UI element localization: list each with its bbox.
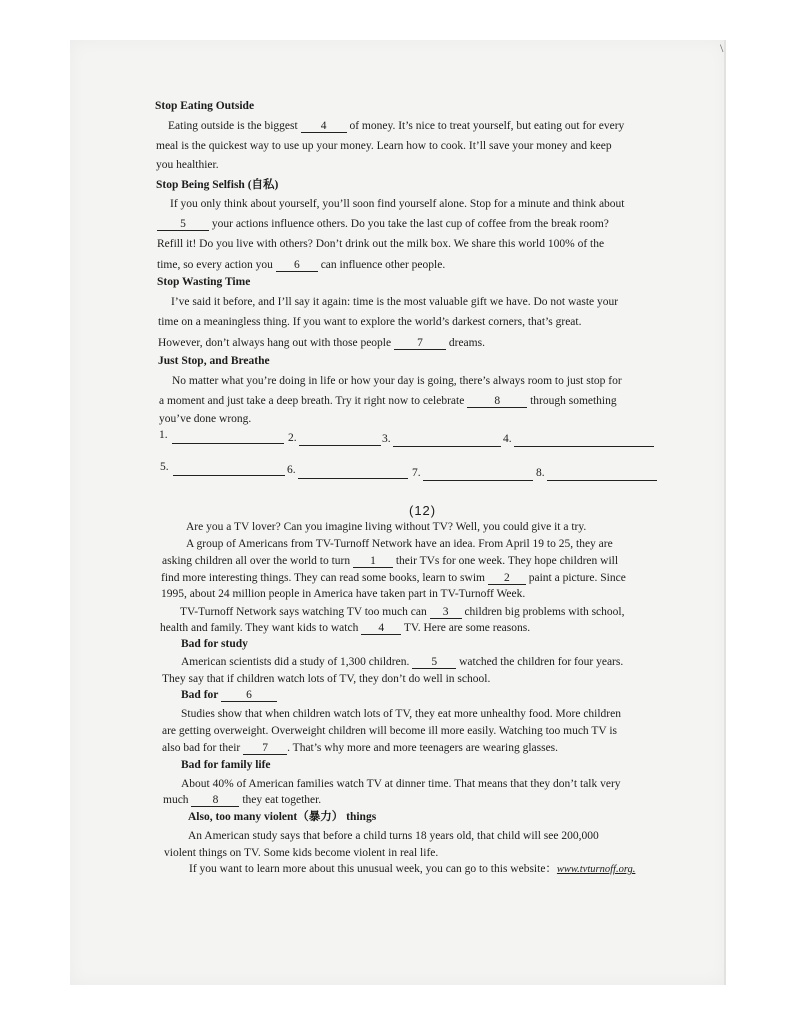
text-line: An American study says that before a child turns 18 years old, that child will see 200,000 — [188, 830, 599, 842]
text-line: A group of Americans from TV-Turnoff Network have an idea. From April 19 to 25, they are — [186, 538, 613, 550]
text: of money. It’s nice to treat yourself, but eating out for every — [349, 120, 625, 132]
text: also bad for their — [162, 742, 241, 754]
answer-label-7: 7. — [412, 467, 421, 479]
answer-label-1: 1. — [159, 429, 168, 441]
heading-bad-for-study: Bad for study — [181, 638, 248, 650]
text-line — [160, 621, 530, 635]
text: health and family. They want kids to watch — [160, 622, 359, 634]
answer-line-3[interactable] — [393, 446, 501, 447]
text: children big problems with school, — [464, 606, 625, 618]
text-line — [180, 605, 624, 619]
text: Bad for — [181, 689, 219, 701]
heading-bad-for — [181, 688, 277, 702]
corner-mark: \ — [720, 41, 724, 55]
text: watched the children for four years. — [459, 656, 624, 668]
text-line — [158, 336, 485, 350]
text: However, don’t always hang out with those people — [158, 337, 392, 349]
heading-stop-eating-outside: Stop Eating Outside — [155, 100, 255, 112]
text-line: I’ve said it before, and I’ll say it again: time is the most valuable gift we have. Do not waste your — [171, 296, 619, 308]
blank-8b: 8 — [191, 794, 239, 807]
answer-label-2: 2. — [288, 432, 297, 444]
heading-just-stop-and-breathe: Just Stop, and Breathe — [158, 355, 270, 367]
answer-line-7[interactable] — [423, 480, 533, 481]
text: TV. Here are some reasons. — [403, 622, 531, 634]
text-line — [168, 119, 624, 133]
answer-line-4[interactable] — [514, 446, 654, 447]
text-line — [157, 258, 445, 272]
answer-label-5: 5. — [160, 461, 169, 473]
text: your actions influence others. Do you take the last cup of coffee from the break room? — [211, 218, 609, 230]
text-line: About 40% of American families watch TV at dinner time. That means that they don’t talk very — [181, 778, 621, 790]
blank-8: 8 — [467, 395, 527, 408]
text: If you want to learn more about this unusual week, you can go to this website： — [189, 863, 557, 875]
text-line — [162, 554, 618, 568]
blank-7b: 7 — [243, 742, 287, 755]
text: find more interesting things. They can read some books, learn to swim — [161, 572, 485, 584]
answer-line-5[interactable] — [173, 475, 285, 476]
text-line — [163, 793, 321, 807]
text-line: They say that if children watch lots of TV, they don’t do well in school. — [162, 673, 491, 685]
blank-6b: 6 — [221, 689, 277, 702]
heading-stop-wasting-time: Stop Wasting Time — [157, 276, 251, 288]
text-line: violent things on TV. Some kids become violent in real life. — [164, 847, 439, 859]
text: they eat together. — [242, 794, 322, 806]
blank-6: 6 — [276, 259, 318, 272]
text: time, so every action you — [157, 259, 273, 271]
blank-4: 4 — [301, 120, 347, 133]
blank-5b: 5 — [412, 656, 456, 669]
answer-line-6[interactable] — [298, 478, 408, 479]
text: dreams. — [448, 337, 485, 349]
text-line: are getting overweight. Overweight children will become ill more easily. Watching too much TV is — [162, 725, 618, 737]
text-line: Studies show that when children watch lots of TV, they eat more unhealthy food. More children — [181, 708, 621, 720]
text: TV-Turnoff Network says watching TV too much can — [180, 606, 427, 618]
answer-label-3: 3. — [382, 433, 391, 445]
answer-line-1[interactable] — [172, 443, 284, 444]
text-line: you healthier. — [156, 159, 219, 171]
text: can influence other people. — [320, 259, 446, 271]
text: a moment and just take a deep breath. Try it right now to celebrate — [159, 395, 465, 407]
answer-line-8[interactable] — [547, 480, 657, 481]
text-line: you’ve done wrong. — [159, 413, 252, 425]
text-line: Refill it! Do you live with others? Don’t drink out the milk box. We share this world 100% of the — [157, 238, 605, 250]
text-line: meal is the quickest way to use up your money. Learn how to cook. It’ll save your money and keep — [156, 140, 612, 152]
text-line — [157, 217, 609, 231]
blank-7: 7 — [394, 337, 446, 350]
text: much — [163, 794, 189, 806]
text-line — [181, 655, 623, 669]
text: Eating outside is the biggest — [168, 120, 298, 132]
text: asking children all over the world to turn — [162, 555, 351, 567]
blank-2: 2 — [488, 572, 526, 585]
heading-violent-things: Also, too many violent（暴力） things — [188, 811, 377, 823]
answer-label-6: 6. — [287, 464, 296, 476]
text-line: No matter what you’re doing in life or how your day is going, there’s always room to just stop for — [172, 375, 622, 387]
website-link[interactable]: www.tvturnoff.org. — [556, 864, 636, 875]
text-line — [162, 741, 558, 755]
text-line — [159, 394, 617, 408]
heading-stop-being-selfish: Stop Being Selfish (自私) — [156, 179, 279, 191]
blank-1: 1 — [353, 555, 393, 568]
text-line: If you only think about yourself, you’ll soon find yourself alone. Stop for a minute and think about — [170, 198, 625, 210]
text: American scientists did a study of 1,300 children. — [181, 656, 410, 668]
heading-bad-for-family-life: Bad for family life — [181, 759, 271, 771]
text-line: time on a meaningless thing. If you want to explore the world’s darkest corners, that’s great. — [158, 316, 582, 328]
passage-number: (12) — [409, 503, 437, 518]
page-edge — [724, 40, 726, 985]
blank-3: 3 — [430, 606, 462, 619]
blank-5: 5 — [157, 218, 209, 231]
text: paint a picture. Since — [528, 572, 626, 584]
answer-line-2[interactable] — [299, 445, 381, 446]
text: through something — [530, 395, 617, 407]
text-line — [161, 571, 626, 585]
answer-label-4: 4. — [503, 433, 512, 445]
text: their TVs for one week. They hope children will — [395, 555, 619, 567]
text-line: 1995, about 24 million people in America have taken part in TV-Turnoff Week. — [161, 588, 526, 600]
text-line — [189, 862, 635, 877]
blank-4b: 4 — [361, 622, 401, 635]
answer-label-8: 8. — [536, 467, 545, 479]
text-line: Are you a TV lover? Can you imagine living without TV? Well, you could give it a try. — [186, 521, 587, 533]
text: . That’s why more and more teenagers are wearing glasses. — [287, 742, 559, 754]
